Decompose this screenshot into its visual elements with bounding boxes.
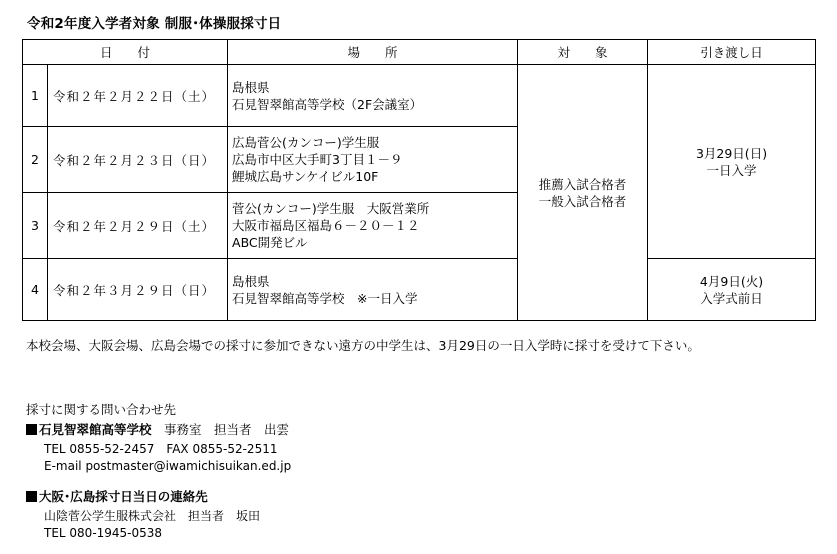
schedule-table xyxy=(22,39,816,321)
row-date: 令和２年２月２２日（土） xyxy=(48,65,228,127)
place-line: 島根県 xyxy=(232,273,270,289)
place-line: 石見智翠館高等学校 ※一日入学 xyxy=(232,290,418,306)
school-contact-heading xyxy=(26,420,289,438)
target-line: 一般入試合格者 xyxy=(538,193,627,209)
row-number: 4 xyxy=(23,259,48,321)
place-line: 広島菅公(カンコー)学生服 xyxy=(232,135,380,150)
row-place xyxy=(228,127,518,193)
header-target: 対 象 xyxy=(518,40,648,65)
delivery-line: 一日入学 xyxy=(706,162,757,178)
school-email: E-mail postmaster@iwamichisuikan.ed.jp xyxy=(44,459,292,473)
day-of-contact-heading xyxy=(26,487,208,505)
table-header-row xyxy=(23,40,816,65)
place-line: 石見智翠館高等学校（2F会議室） xyxy=(232,96,423,112)
delivery-line: 入学式前日 xyxy=(700,290,763,306)
row-place xyxy=(228,259,518,321)
place-line: 広島市中区大手町3丁目１－９ xyxy=(232,152,403,167)
attendance-note: 本校会場、大阪会場、広島会場での採寸に参加できない遠方の中学生は、3月29日の一日入学時に採寸を受けて下さい。 xyxy=(26,338,700,353)
document-title: 令和2年度入学者対象 制服･体操服採寸日 xyxy=(27,16,282,32)
square-bullet-icon xyxy=(26,491,37,502)
delivery-line: 3月29日(日) xyxy=(695,145,768,161)
square-bullet-icon xyxy=(26,424,37,435)
delivery-cell xyxy=(648,65,816,259)
day-of-heading: 大阪･広島採寸日当日の連絡先 xyxy=(39,489,208,504)
row-date: 令和２年２月２９日（土） xyxy=(48,193,228,259)
delivery-cell xyxy=(648,259,816,321)
place-line: 大阪市福島区福島６－２０－１２ xyxy=(232,218,420,233)
school-contact-detail: 事務室 担当者 出雲 xyxy=(164,422,290,437)
row-place xyxy=(228,193,518,259)
target-cell xyxy=(518,65,648,321)
table-row xyxy=(23,259,816,321)
company-contact: 山陰菅公学生服株式会社 担当者 坂田 xyxy=(44,509,261,523)
delivery-line: 4月9日(火) xyxy=(699,273,764,289)
company-tel: TEL 080-1945-0538 xyxy=(44,526,163,540)
row-number: 2 xyxy=(23,127,48,193)
school-name: 石見智翠館高等学校 xyxy=(39,422,152,437)
school-tel-fax: TEL 0855-52-2457 FAX 0855-52-2511 xyxy=(44,442,278,456)
contact-heading: 採寸に関する問い合わせ先 xyxy=(26,402,177,417)
place-line: 菅公(カンコー)学生服 大阪営業所 xyxy=(232,201,430,216)
place-line: 鯉城広島サンケイビル10F xyxy=(232,169,379,184)
target-line: 推薦入試合格者 xyxy=(538,176,627,192)
row-number: 1 xyxy=(23,65,48,127)
header-place: 場 所 xyxy=(228,40,518,65)
row-date: 令和２年３月２９日（日） xyxy=(48,259,228,321)
row-place xyxy=(228,65,518,127)
header-date: 日 付 xyxy=(23,40,228,65)
header-delivery: 引き渡し日 xyxy=(648,40,816,65)
place-line: 島根県 xyxy=(232,79,270,95)
row-date: 令和２年２月２３日（日） xyxy=(48,127,228,193)
table-row xyxy=(23,65,816,127)
place-line: ABC開発ビル xyxy=(232,235,308,250)
row-number: 3 xyxy=(23,193,48,259)
